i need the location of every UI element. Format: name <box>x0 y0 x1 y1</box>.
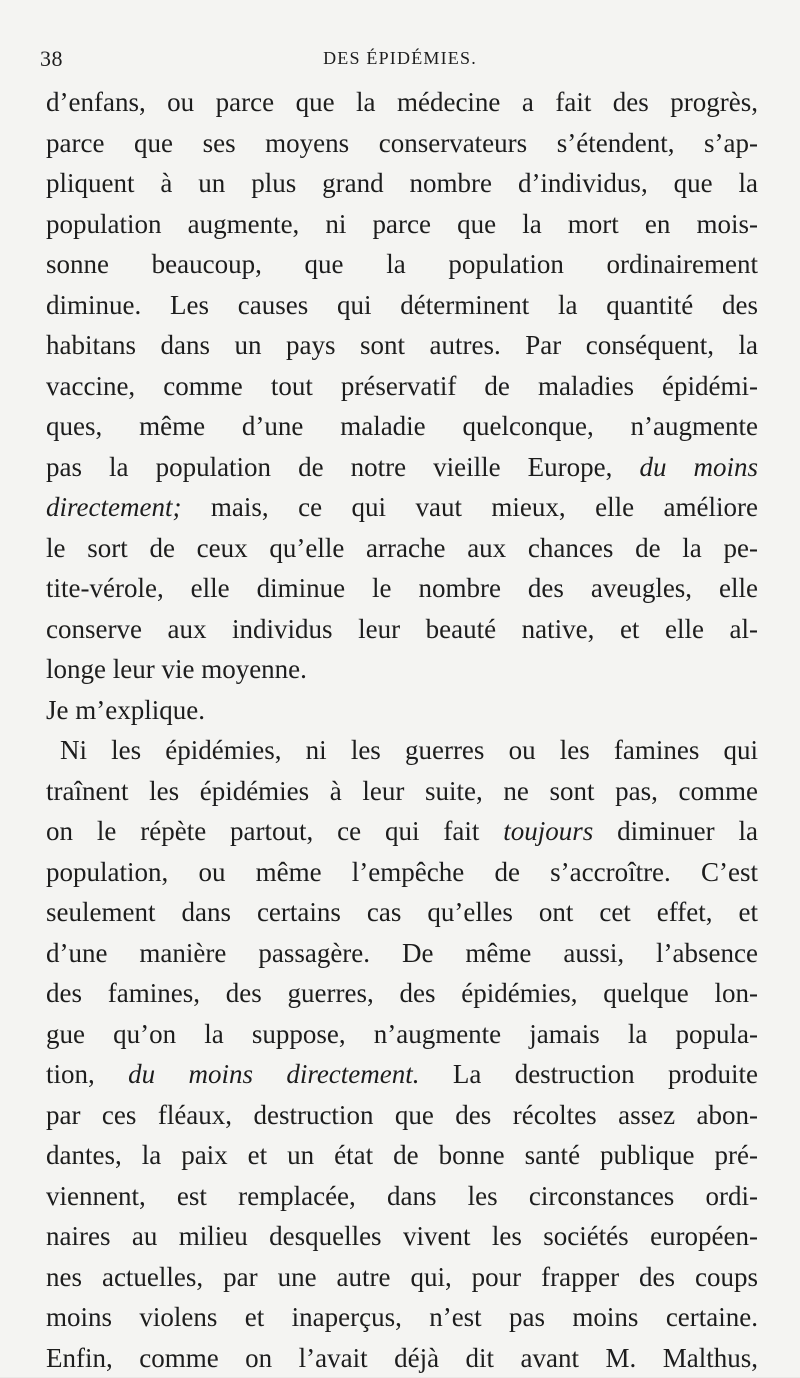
text-segment: pas la population de notre vieille Europe, <box>46 452 639 482</box>
running-head <box>40 40 760 80</box>
text-line <box>46 123 758 164</box>
text-line <box>46 1135 758 1176</box>
text-line <box>46 487 758 528</box>
page-number: 38 <box>40 46 63 72</box>
text-line <box>46 609 758 650</box>
text-segment: seulement dans certains cas qu’elles ont cet effet, et <box>46 897 758 927</box>
text-segment: vaccine, comme tout préservatif de maladies épidémi- <box>46 371 758 401</box>
text-segment: diminue. Les causes qui déterminent la quantité des <box>46 290 758 320</box>
text-segment: tion, <box>46 1059 128 1089</box>
text-line <box>46 1054 758 1095</box>
text-line <box>46 82 758 123</box>
text-line <box>46 690 758 731</box>
text-segment: Ni les épidémies, ni les guerres ou les famines qui <box>60 735 758 765</box>
body-text <box>46 82 758 1378</box>
text-line <box>46 649 758 690</box>
text-segment: diminuer la <box>593 816 758 846</box>
text-segment: le sort de ceux qu’elle arrache aux chances de la pe- <box>46 533 758 563</box>
text-line <box>46 1014 758 1055</box>
text-segment: population, ou même l’empêche de s’accroître. C’est <box>46 857 758 887</box>
text-line <box>46 1297 758 1338</box>
text-line <box>46 325 758 366</box>
text-segment: La destruction produite <box>420 1059 758 1089</box>
text-line <box>46 568 758 609</box>
text-segment: des famines, des guerres, des épidémies, quelque lon- <box>46 978 758 1008</box>
text-segment: conserve aux individus leur beauté native, et elle al- <box>46 614 758 644</box>
text-line <box>46 1176 758 1217</box>
text-segment: on le répète partout, ce qui fait <box>46 816 503 846</box>
text-segment: gue qu’on la suppose, n’augmente jamais la popula- <box>46 1019 758 1049</box>
text-line <box>46 852 758 893</box>
text-line <box>46 811 758 852</box>
text-line <box>46 892 758 933</box>
text-segment: naires au milieu desquelles vivent les sociétés européen- <box>46 1221 758 1251</box>
text-segment: ques, même d’une maladie quelconque, n’augmente <box>46 411 758 441</box>
text-segment: dantes, la paix et un état de bonne santé publique pré- <box>46 1140 758 1170</box>
italic-text: toujours <box>503 816 593 846</box>
text-segment: pliquent à un plus grand nombre d’individus, que la <box>46 168 758 198</box>
text-line <box>46 447 758 488</box>
text-segment: nes actuelles, par une autre qui, pour frapper des coups <box>46 1262 758 1292</box>
text-segment: traînent les épidémies à leur suite, ne sont pas, comme <box>46 776 758 806</box>
text-segment: mais, ce qui vaut mieux, elle améliore <box>181 492 758 522</box>
text-line <box>46 244 758 285</box>
text-segment: parce que ses moyens conservateurs s’étendent, s’ap- <box>46 128 758 158</box>
text-segment: moins violens et inaperçus, n’est pas moins certaine. <box>46 1302 758 1332</box>
text-segment: d’une manière passagère. De même aussi, l’absence <box>46 938 758 968</box>
text-line <box>46 973 758 1014</box>
text-segment: population augmente, ni parce que la mort en mois- <box>46 209 758 239</box>
text-line <box>46 1257 758 1298</box>
text-line <box>46 366 758 407</box>
text-line <box>46 933 758 974</box>
text-segment: Je m’explique. <box>46 695 205 725</box>
text-segment: sonne beaucoup, que la population ordinairement <box>46 249 758 279</box>
text-line <box>46 1338 758 1378</box>
text-segment: longe leur vie moyenne. <box>46 654 307 684</box>
text-line <box>46 163 758 204</box>
text-line <box>46 1095 758 1136</box>
text-segment: Enfin, comme on l’avait déjà dit avant M. Malthus, <box>46 1343 758 1373</box>
text-line <box>46 204 758 245</box>
italic-text: du moins <box>639 452 758 482</box>
text-line <box>46 730 758 771</box>
text-segment: d’enfans, ou parce que la médecine a fait des progrès, <box>46 87 758 117</box>
text-segment: tite-vérole, elle diminue le nombre des aveugles, elle <box>46 573 758 603</box>
text-line <box>46 285 758 326</box>
text-line <box>46 1216 758 1257</box>
text-segment: viennent, est remplacée, dans les circonstances ordi- <box>46 1181 758 1211</box>
running-title: DES ÉPIDÉMIES. <box>40 48 760 69</box>
text-line <box>46 528 758 569</box>
text-line <box>46 771 758 812</box>
text-segment: par ces fléaux, destruction que des récoltes assez abon- <box>46 1100 758 1130</box>
italic-text: directement; <box>46 492 181 522</box>
text-segment: habitans dans un pays sont autres. Par conséquent, la <box>46 330 758 360</box>
italic-text: du moins directement. <box>128 1059 419 1089</box>
text-line <box>46 406 758 447</box>
